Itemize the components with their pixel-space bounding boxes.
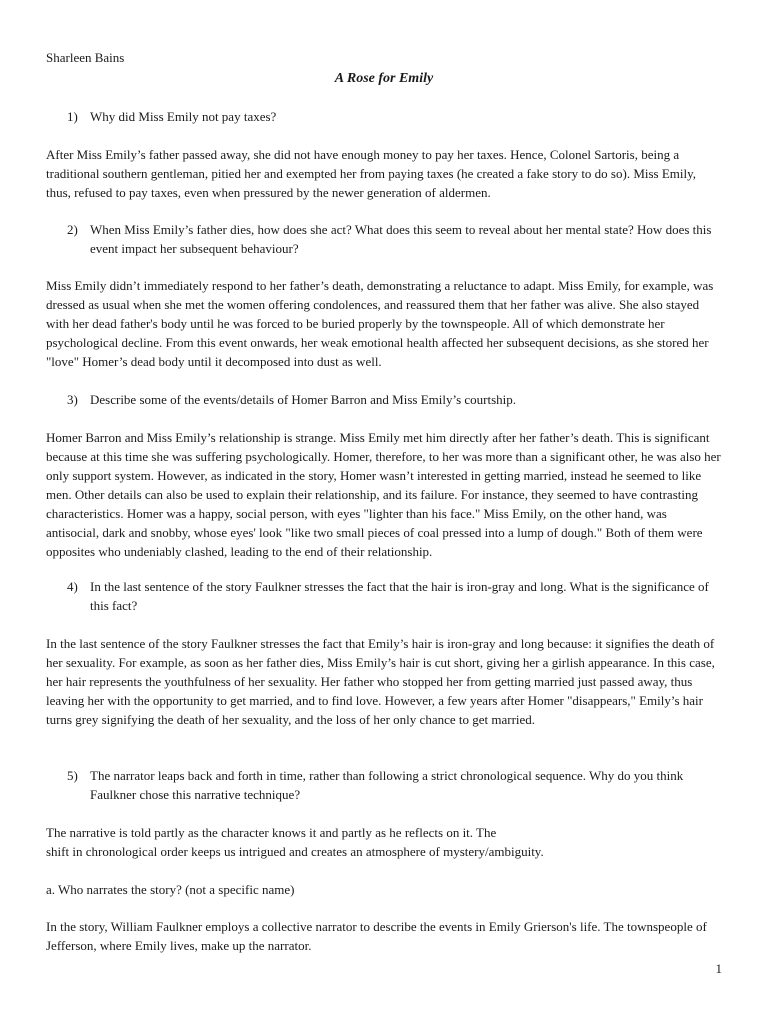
question-4	[67, 577, 717, 615]
page-number: 1	[715, 961, 722, 976]
question-text: Describe some of the events/details of Homer Barron and Miss Emily’s courtship.	[90, 392, 517, 407]
answer-5-line-1: The narrative is told partly as the character knows it and partly as he reflects on it. The	[46, 825, 497, 840]
question-text: When Miss Emily’s father dies, how does she act? What does this seem to reveal about her mental state? How does this event impact her subsequent behaviour?	[90, 222, 712, 256]
answer-3: Homer Barron and Miss Emily’s relationship is strange. Miss Emily met him directly after her father’s death. This is significant because at this time she was suffering psychologically. Homer, therefore, to her was more than a significant other, he was also her only support system. However, as indicated in the story, Homer wasn’t interested in getting married, instead he seemed to like men. Other details can also be used to explain their relationship, and its failure. For instance, they seemed to have contrasting characteristics. Homer was a happy, social person, with eyes "lighter than his face." Miss Emily, on the other hand, was antisocial, dark and snobby, whose eyes' look "like two small pieces of coal pressed into a lump of dough." Both of them were opposites who undeniably clashed, leading to the end of their relationship.	[46, 430, 721, 559]
question-5a: a. Who narrates the story? (not a specific name)	[46, 882, 295, 897]
question-text: Why did Miss Emily not pay taxes?	[90, 109, 277, 124]
answer-1: After Miss Emily’s father passed away, she did not have enough money to pay her taxes. Hence, Colonel Sartoris, being a traditional southern gentleman, pitied her and exempted her from paying taxes (he created a fake story to do so). Miss Emily, thus, refused to pay taxes, even when pressured by the newer generation of aldermen.	[46, 147, 697, 200]
answer-2: Miss Emily didn’t immediately respond to her father’s death, demonstrating a reluctance to adapt. Miss Emily, for example, was dressed as usual when she met the women offering condolences, and reassured them that her father was alive. She also stayed with her dead father's body until he was forced to be buried properly by the townspeople. All of which demonstrate her psychological decline. From this event onwards, her weak emotional health affected her subsequent decisions, as she stored her "love" Homer’s dead body until it decomposed into dust as well.	[46, 278, 714, 369]
question-3	[67, 390, 717, 409]
answer-5	[46, 823, 722, 861]
answer-5a: In the story, William Faulkner employs a collective narrator to describe the events in Emily Grierson's life. The townspeople of Jefferson, where Emily lives, make up the narrator.	[46, 919, 707, 953]
answer-5-line-2: shift in chronological order keeps us intrigued and creates an atmosphere of mystery/ambiguity.	[46, 844, 544, 859]
question-number: 3)	[67, 392, 78, 407]
question-text: The narrator leaps back and forth in time, rather than following a strict chronological sequence. Why do you think Faulkner chose this narrative technique?	[90, 768, 684, 802]
question-number: 2)	[67, 222, 78, 237]
document-title: A Rose for Emily	[334, 71, 434, 86]
answer-4: In the last sentence of the story Faulkner stresses the fact that Emily’s hair is iron-gray and long because: it signifies the death of her sexuality. For example, as soon as her father dies, Miss Emily’s hair is cut short, giving her a girlish appearance. In this case, her hair represents the youthfulness of her sexuality. Her father who stopped her from getting married just passed away, thus leaving her with the opportunity to get married, and to find love. However, a few years after Homer "disappears," Emily’s hair turns grey signifying the death of her sexuality, and the loss of her only chance to get married.	[46, 636, 715, 727]
author-name: Sharleen Bains	[46, 50, 125, 65]
question-5	[67, 766, 717, 804]
question-2	[67, 220, 717, 258]
question-text: In the last sentence of the story Faulkner stresses the fact that the hair is iron-gray and long. What is the significance of this fact?	[90, 579, 709, 613]
question-number: 4)	[67, 579, 78, 594]
question-number: 5)	[67, 768, 78, 783]
question-number: 1)	[67, 109, 78, 124]
question-1	[67, 107, 717, 126]
